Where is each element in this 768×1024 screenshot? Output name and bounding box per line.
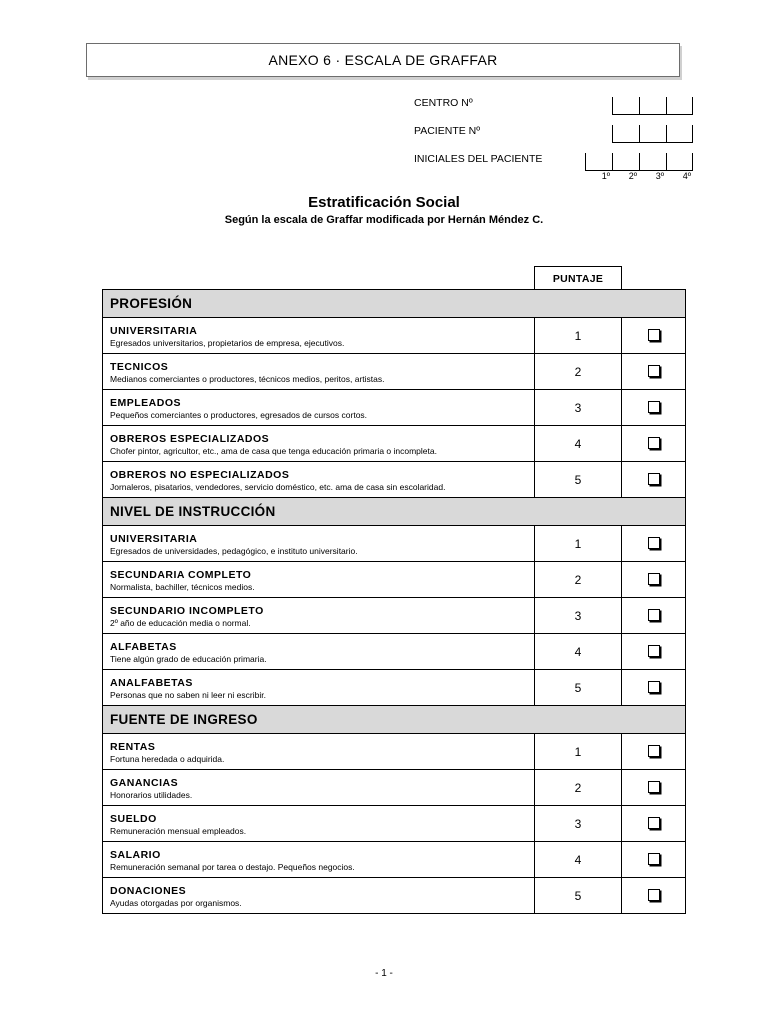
option-checkbox[interactable]	[648, 401, 660, 413]
option-note: Fortuna heredada o adquirida.	[110, 753, 225, 764]
centro-label: CENTRO Nº	[414, 97, 473, 109]
digit-cell[interactable]	[639, 97, 666, 115]
digit-cell[interactable]	[666, 125, 693, 143]
option-title: EMPLEADOS	[110, 396, 182, 409]
table-row	[103, 598, 686, 634]
table-row	[103, 734, 686, 770]
option-note: 2º año de educación media o normal.	[110, 617, 251, 628]
option-note: Egresados de universidades, pedagógico, e instituto universitario.	[110, 545, 358, 556]
option-note: Egresados universitarios, propietarios de empresa, ejecutivos.	[110, 337, 345, 348]
option-title: OBREROS ESPECIALIZADOS	[110, 432, 270, 445]
option-title: GANANCIAS	[110, 776, 179, 789]
option-title: OBREROS NO ESPECIALIZADOS	[110, 468, 290, 481]
table-row	[103, 806, 686, 842]
option-description	[103, 354, 535, 390]
initial-cell[interactable]	[585, 153, 612, 171]
option-score: 1	[534, 526, 622, 562]
option-check-cell	[622, 318, 686, 354]
initial-ordinal-label: 3º	[655, 171, 664, 181]
puntaje-header: PUNTAJE	[534, 266, 622, 290]
option-description	[103, 670, 535, 706]
option-description	[103, 878, 535, 914]
option-title: TECNICOS	[110, 360, 169, 373]
option-title: ALFABETAS	[110, 640, 177, 653]
table-row	[103, 562, 686, 598]
table-row	[103, 770, 686, 806]
page-subheading: Según la escala de Graffar modificada por Hernán Méndez C.	[224, 214, 544, 226]
option-description	[103, 462, 535, 498]
option-score: 2	[534, 770, 622, 806]
option-description	[103, 426, 535, 462]
option-title: UNIVERSITARIA	[110, 324, 198, 337]
option-checkbox[interactable]	[648, 853, 660, 865]
table-row	[103, 842, 686, 878]
option-title: DONACIONES	[110, 884, 187, 897]
option-check-cell	[622, 770, 686, 806]
option-checkbox[interactable]	[648, 745, 660, 757]
section-title: NIVEL DE INSTRUCCIÓN	[103, 498, 686, 526]
table-row	[103, 354, 686, 390]
option-description	[103, 842, 535, 878]
option-title: SUELDO	[110, 812, 157, 825]
option-check-cell	[622, 842, 686, 878]
digit-cell[interactable]	[666, 97, 693, 115]
page-heading: Estratificación Social	[308, 194, 460, 211]
option-check-cell	[622, 598, 686, 634]
option-checkbox[interactable]	[648, 889, 660, 901]
table-row	[103, 318, 686, 354]
option-score: 5	[534, 462, 622, 498]
section-title: FUENTE DE INGRESO	[103, 706, 686, 734]
option-checkbox[interactable]	[648, 609, 660, 621]
option-note: Ayudas otorgadas por organismos.	[110, 897, 242, 908]
option-check-cell	[622, 426, 686, 462]
option-description	[103, 634, 535, 670]
option-description	[103, 390, 535, 426]
paciente-label: PACIENTE Nº	[414, 125, 481, 137]
digit-cell[interactable]	[612, 97, 639, 115]
table-row	[103, 426, 686, 462]
option-check-cell	[622, 462, 686, 498]
table-row	[103, 390, 686, 426]
option-title: SECUNDARIA COMPLETO	[110, 568, 252, 581]
option-check-cell	[622, 878, 686, 914]
option-note: Jornaleros, pisatarios, vendedores, servicio doméstico, etc. ama de casa sin escolaridad.	[110, 481, 446, 492]
option-checkbox[interactable]	[648, 329, 660, 341]
option-description	[103, 770, 535, 806]
section-header-row	[103, 706, 686, 734]
table-row	[103, 526, 686, 562]
option-description	[103, 734, 535, 770]
table-row	[103, 634, 686, 670]
initial-cell[interactable]	[666, 153, 693, 171]
option-checkbox[interactable]	[648, 437, 660, 449]
option-score: 1	[534, 318, 622, 354]
initial-ordinal-label: 1º	[601, 171, 610, 181]
option-title: SALARIO	[110, 848, 161, 861]
option-description	[103, 598, 535, 634]
option-score: 5	[534, 670, 622, 706]
option-note: Honorarios utilidades.	[110, 789, 193, 800]
page-number: - 1 -	[375, 968, 393, 979]
option-note: Normalista, bachiller, técnicos medios.	[110, 581, 255, 592]
iniciales-label: INICIALES DEL PACIENTE	[414, 153, 543, 165]
option-title: UNIVERSITARIA	[110, 532, 198, 545]
option-score: 4	[534, 426, 622, 462]
option-score: 4	[534, 634, 622, 670]
centro-number-field[interactable]	[612, 97, 693, 115]
option-score: 4	[534, 842, 622, 878]
document-title	[86, 43, 680, 77]
section-title: PROFESIÓN	[103, 290, 686, 318]
initial-ordinals	[585, 171, 693, 181]
initial-cell[interactable]	[639, 153, 666, 171]
option-score: 2	[534, 562, 622, 598]
initial-ordinal-label: 2º	[628, 171, 637, 181]
option-checkbox[interactable]	[648, 537, 660, 549]
option-description	[103, 318, 535, 354]
option-note: Pequeños comerciantes o productores, egresados de cursos cortos.	[110, 409, 368, 420]
option-check-cell	[622, 562, 686, 598]
graffar-scale-table	[102, 289, 686, 914]
option-note: Tiene algún grado de educación primaria.	[110, 653, 267, 664]
option-check-cell	[622, 670, 686, 706]
paciente-number-field[interactable]	[612, 125, 693, 143]
initial-ordinal-label: 4º	[682, 171, 691, 181]
option-score: 3	[534, 390, 622, 426]
option-note: Personas que no saben ni leer ni escribir.	[110, 689, 266, 700]
option-check-cell	[622, 526, 686, 562]
option-check-cell	[622, 354, 686, 390]
option-title: SECUNDARIO INCOMPLETO	[110, 604, 264, 617]
option-title: ANALFABETAS	[110, 676, 193, 689]
digit-cell[interactable]	[639, 125, 666, 143]
option-score: 5	[534, 878, 622, 914]
option-score: 1	[534, 734, 622, 770]
option-description	[103, 526, 535, 562]
option-score: 3	[534, 806, 622, 842]
digit-cell[interactable]	[612, 125, 639, 143]
option-score: 3	[534, 598, 622, 634]
initial-cell[interactable]	[612, 153, 639, 171]
iniciales-field[interactable]	[585, 153, 693, 171]
option-checkbox[interactable]	[648, 573, 660, 585]
option-note: Medianos comerciantes o productores, técnicos medios, peritos, artistas.	[110, 373, 385, 384]
section-header-row	[103, 290, 686, 318]
option-checkbox[interactable]	[648, 645, 660, 657]
table-row	[103, 878, 686, 914]
option-checkbox[interactable]	[648, 817, 660, 829]
option-score: 2	[534, 354, 622, 390]
option-description	[103, 562, 535, 598]
option-note: Remuneración mensual empleados.	[110, 825, 247, 836]
table-row	[103, 462, 686, 498]
option-checkbox[interactable]	[648, 473, 660, 485]
section-header-row	[103, 498, 686, 526]
option-check-cell	[622, 806, 686, 842]
option-description	[103, 806, 535, 842]
table-row	[103, 670, 686, 706]
option-note: Chofer pintor, agricultor, etc., ama de casa que tenga educación primaria o incompleta.	[110, 445, 437, 456]
option-check-cell	[622, 734, 686, 770]
option-check-cell	[622, 634, 686, 670]
option-title: RENTAS	[110, 740, 156, 753]
option-checkbox[interactable]	[648, 681, 660, 693]
option-check-cell	[622, 390, 686, 426]
document-title-text: ANEXO 6 · ESCALA DE GRAFFAR	[268, 52, 498, 68]
option-checkbox[interactable]	[648, 781, 660, 793]
option-note: Remuneración semanal por tarea o destajo. Pequeños negocios.	[110, 861, 355, 872]
option-checkbox[interactable]	[648, 365, 660, 377]
